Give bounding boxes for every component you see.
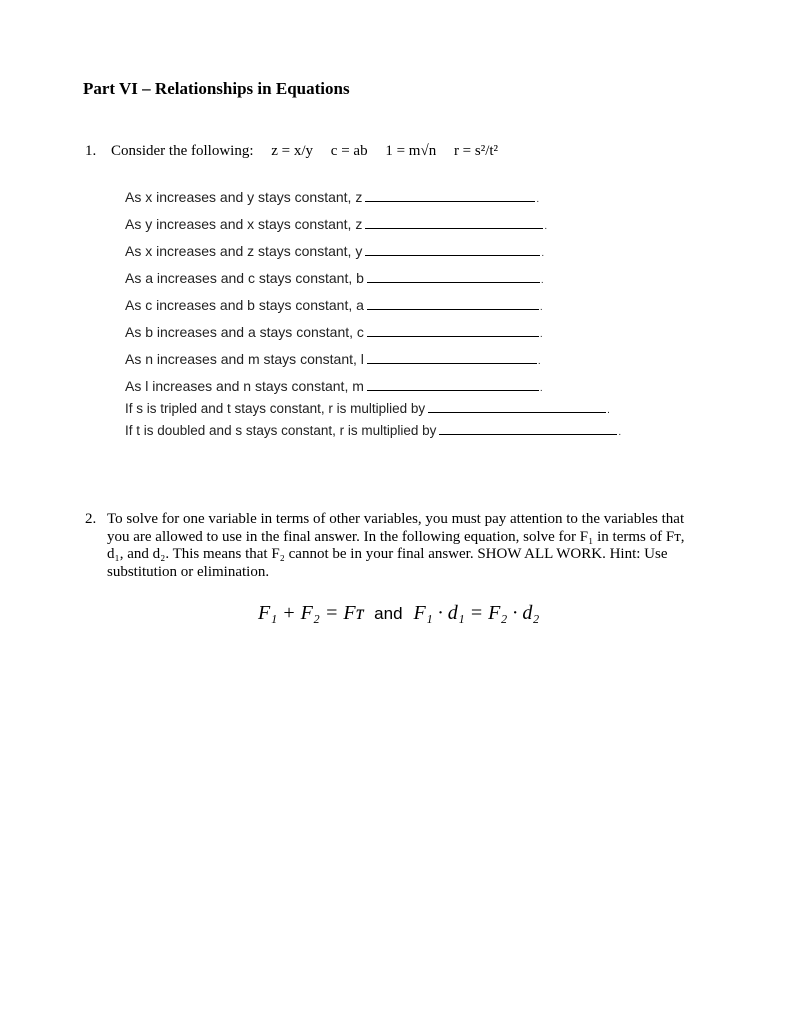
- equation: 1 = m√n: [385, 143, 437, 159]
- answer-blank[interactable]: [367, 322, 539, 337]
- question-1-prompt: [85, 143, 498, 160]
- statement-text: As x increases and y stays constant, z: [125, 189, 363, 205]
- list-item: As x increases and z stays constant, y .: [125, 243, 545, 259]
- page-title: Part VI – Relationships in Equations: [83, 79, 350, 98]
- formula: [258, 602, 539, 625]
- list-item: As a increases and c stays constant, b .: [125, 270, 544, 286]
- prompt-text: Consider the following:: [111, 143, 254, 159]
- statement-text: As x increases and z stays constant, y: [125, 243, 363, 259]
- statement-text: As l increases and n stays constant, m: [125, 378, 364, 394]
- formula-right: F₁ · d₁ = F₂ · d₂: [413, 602, 540, 624]
- answer-blank[interactable]: [367, 268, 540, 283]
- equation: c = ab: [330, 143, 368, 159]
- answer-blank[interactable]: [428, 398, 606, 413]
- list-item: As n increases and m stays constant, l .: [125, 351, 541, 367]
- statement-text: If s is tripled and t stays constant, r is multiplied by: [125, 401, 426, 416]
- list-item: As c increases and b stays constant, a .: [125, 297, 543, 313]
- equation: r = s²/t²: [453, 143, 499, 159]
- statement-text: As c increases and b stays constant, a: [125, 297, 364, 313]
- question-text: To solve for one variable in terms of other variables, you must pay attention to the variables that you are allowed to use in the final answer. In the following equation, solve for F₁ in terms of Fᴛ, d₁, and d₂. This means that F₂ cannot be in your final answer. SHOW ALL WORK. Hint: Use substitution or elimination.: [107, 511, 685, 580]
- statement-text: As b increases and a stays constant, c: [125, 324, 364, 340]
- question-1-statements: [125, 178, 621, 438]
- list-item: As l increases and n stays constant, m .: [125, 378, 543, 394]
- list-item: As x increases and y stays constant, z .: [125, 189, 540, 205]
- statement-text: If t is doubled and s stays constant, r is multiplied by: [125, 423, 437, 438]
- list-item: As y increases and x stays constant, z .: [125, 216, 548, 232]
- formula-and: and: [374, 604, 403, 623]
- answer-blank[interactable]: [365, 241, 540, 256]
- answer-blank[interactable]: [365, 187, 535, 202]
- list-item: As b increases and a stays constant, c .: [125, 324, 543, 340]
- statement-text: As a increases and c stays constant, b: [125, 270, 364, 286]
- answer-blank[interactable]: [365, 214, 543, 229]
- equation: z = x/y: [271, 143, 314, 159]
- question-number: 2.: [85, 511, 97, 527]
- answer-blank[interactable]: [439, 420, 617, 435]
- formula-left: F₁ + F₂ = Fᴛ: [258, 602, 364, 624]
- statement-text: As y increases and x stays constant, z: [125, 216, 363, 232]
- list-item: If s is tripled and t stays constant, r is multiplied by .: [125, 394, 621, 416]
- question-2: [85, 511, 700, 581]
- statement-text: As n increases and m stays constant, l: [125, 351, 364, 367]
- question-number: 1.: [85, 143, 97, 159]
- answer-blank[interactable]: [367, 349, 537, 364]
- answer-blank[interactable]: [367, 376, 539, 391]
- answer-blank[interactable]: [367, 295, 539, 310]
- list-item: If t is doubled and s stays constant, r is multiplied by .: [125, 416, 621, 438]
